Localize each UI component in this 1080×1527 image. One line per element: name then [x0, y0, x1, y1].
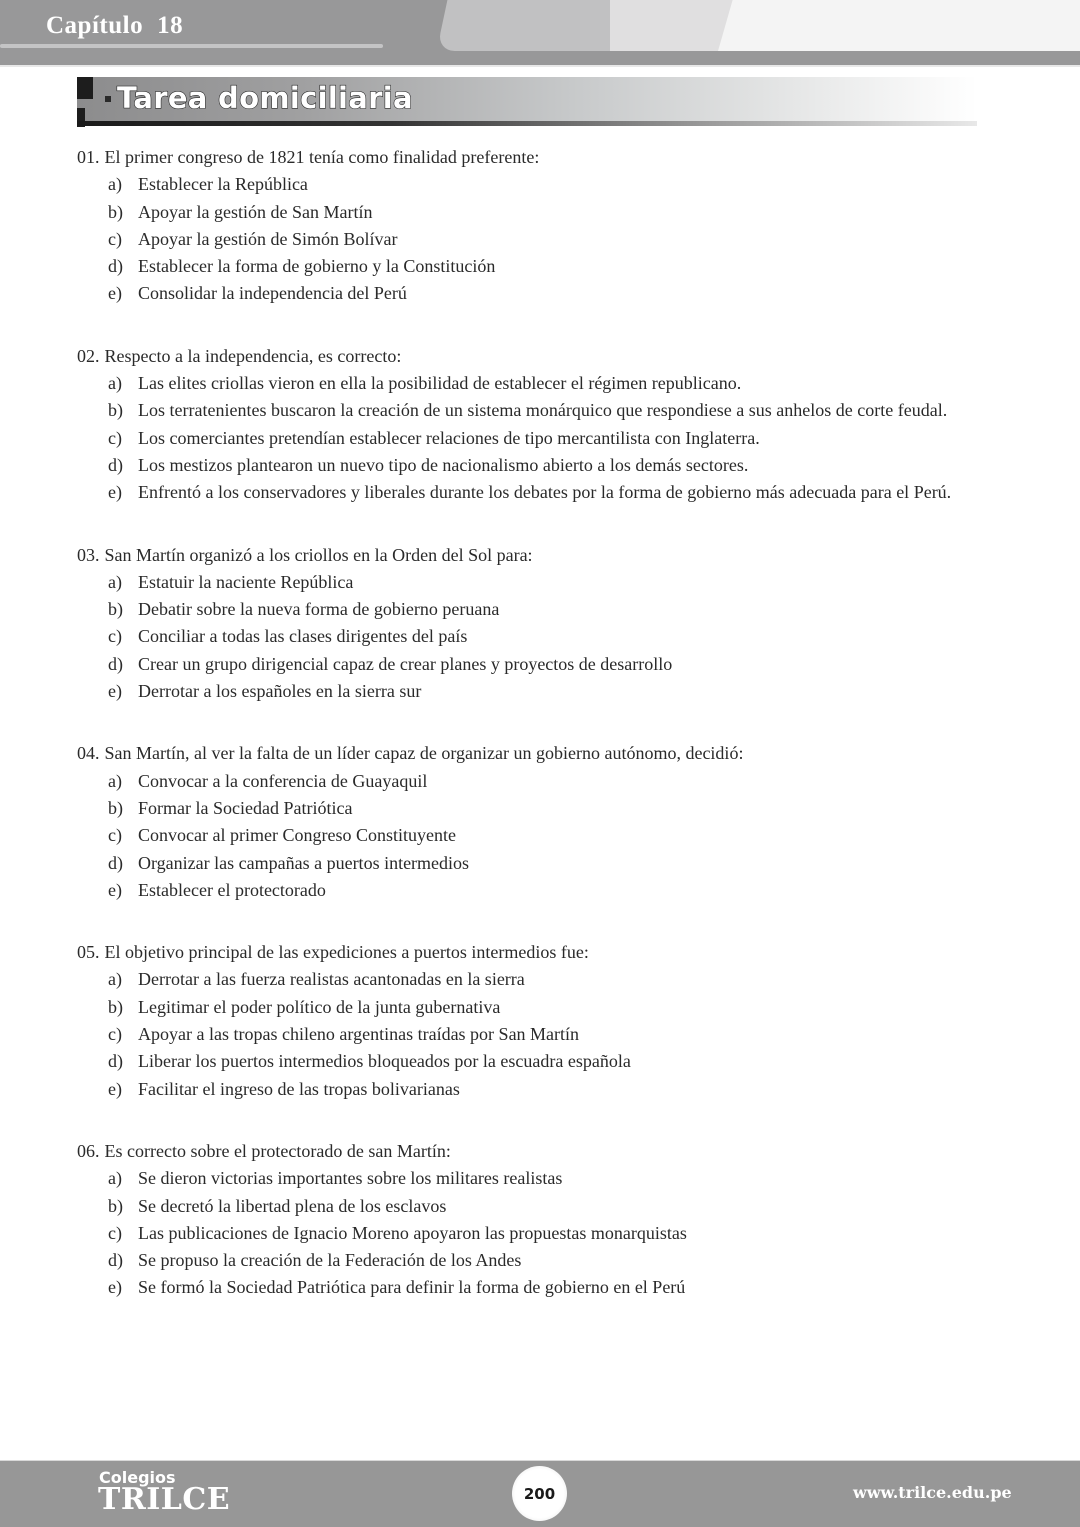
- option-text: Formar la Sociedad Patriótica: [138, 797, 353, 818]
- option-text: Consolidar la independencia del Perú: [138, 283, 407, 304]
- answer-option: [77, 850, 977, 877]
- option-text: Los terratenientes buscaron la creación de un sistema monárquico que respondiese a sus anhelos de corte feudal.: [138, 400, 948, 421]
- question-stem: [77, 1138, 977, 1165]
- option-text: Se propuso la creación de la Federación de los Andes: [138, 1250, 522, 1271]
- option-letter: d): [108, 653, 123, 674]
- answer-option: [77, 1220, 977, 1247]
- option-letter: c): [108, 427, 122, 448]
- question-item: [77, 542, 977, 706]
- option-letter: a): [108, 770, 122, 791]
- question-number: 06.: [77, 1140, 100, 1161]
- question-text: San Martín, al ver la falta de un líder capaz de organizar un gobierno autónomo, decidió:: [104, 743, 744, 764]
- option-letter: b): [108, 797, 123, 818]
- answer-option: [77, 280, 977, 307]
- answer-option: [77, 1247, 977, 1274]
- option-text: Organizar las campañas a puertos intermedios: [138, 852, 470, 873]
- question-text: San Martín organizó a los criollos en la Orden del Sol para:: [104, 544, 533, 565]
- option-text: Se formó la Sociedad Patriótica para definir la forma de gobierno en el Perú: [138, 1277, 686, 1298]
- option-text: Las elites criollas vieron en ella la posibilidad de establecer el régimen republicano.: [138, 373, 742, 394]
- header-decoration: [760, 0, 1080, 51]
- question-text: El primer congreso de 1821 tenía como finalidad preferente:: [104, 147, 540, 167]
- answer-option: [77, 768, 977, 795]
- option-letter: c): [108, 1024, 122, 1045]
- page-number: 200: [523, 1484, 556, 1503]
- option-letter: c): [108, 825, 122, 846]
- answer-option: [77, 1048, 977, 1075]
- option-text: Conciliar a todas las clases dirigentes del país: [138, 626, 468, 647]
- option-text: Convocar al primer Congreso Constituyente: [138, 825, 456, 846]
- footer-band: [0, 1460, 1080, 1527]
- option-list: [77, 171, 977, 307]
- bullet-icon: [105, 96, 111, 102]
- banner-accent-block: [77, 77, 93, 99]
- question-number: 02.: [77, 345, 100, 366]
- option-text: Crear un grupo dirigencial capaz de crear planes y proyectos de desarrollo: [138, 653, 673, 674]
- option-letter: a): [108, 174, 122, 195]
- option-text: Legitimar el poder político de la junta gubernativa: [138, 996, 501, 1017]
- brand-logo: TRILCE: [98, 1482, 231, 1517]
- option-text: Apoyar la gestión de San Martín: [138, 201, 373, 222]
- question-item: [77, 740, 977, 904]
- option-text: Derrotar a los españoles en la sierra sur: [138, 681, 422, 702]
- answer-option: [77, 678, 977, 705]
- option-text: Se dieron victorias importantes sobre los militares realistas: [138, 1168, 563, 1189]
- answer-option: [77, 877, 977, 904]
- answer-option: [77, 370, 977, 397]
- option-text: Apoyar a las tropas chileno argentinas traídas por San Martín: [138, 1024, 580, 1045]
- option-letter: c): [108, 626, 122, 647]
- question-stem: [77, 740, 977, 767]
- option-letter: b): [108, 1195, 123, 1216]
- header-decoration: [450, 0, 610, 51]
- header-divider: [0, 65, 1080, 67]
- option-letter: a): [108, 373, 122, 394]
- chapter-number: 18: [157, 12, 184, 39]
- answer-option: [77, 596, 977, 623]
- option-text: Debatir sobre la nueva forma de gobierno peruana: [138, 599, 500, 620]
- option-letter: e): [108, 1078, 122, 1099]
- option-letter: d): [108, 454, 123, 475]
- option-letter: b): [108, 599, 123, 620]
- question-stem: [77, 343, 977, 370]
- answer-option: [77, 822, 977, 849]
- section-title: Tarea domiciliaria: [117, 81, 413, 115]
- option-letter: e): [108, 482, 122, 503]
- chapter-heading: [46, 12, 183, 40]
- option-text: Apoyar la gestión de Simón Bolívar: [138, 228, 398, 249]
- option-list: [77, 569, 977, 705]
- answer-option: [77, 226, 977, 253]
- option-text: Estatuir la naciente República: [138, 571, 354, 592]
- option-text: Se decretó la libertad plena de los esclavos: [138, 1195, 447, 1216]
- question-stem: [77, 939, 977, 966]
- answer-option: [77, 397, 977, 424]
- question-number: 05.: [77, 942, 100, 963]
- question-number: 04.: [77, 743, 100, 764]
- question-text: El objetivo principal de las expediciones a puertos intermedios fue:: [104, 942, 589, 963]
- answer-option: [77, 253, 977, 280]
- answer-option: [77, 651, 977, 678]
- answer-option: [77, 452, 977, 479]
- option-letter: d): [108, 852, 123, 873]
- answer-option: [77, 171, 977, 198]
- question-number: 01.: [77, 147, 100, 167]
- question-number: 03.: [77, 544, 100, 565]
- option-letter: e): [108, 283, 122, 304]
- question-stem: [77, 144, 977, 171]
- option-list: [77, 768, 977, 904]
- question-text: Respecto a la independencia, es correcto:: [104, 345, 402, 366]
- option-letter: e): [108, 681, 122, 702]
- option-list: [77, 370, 977, 506]
- option-letter: d): [108, 256, 123, 277]
- footer-divider: [0, 1460, 1080, 1461]
- question-stem: [77, 542, 977, 569]
- option-letter: d): [108, 1051, 123, 1072]
- website-link[interactable]: www.trilce.edu.pe: [853, 1483, 1012, 1502]
- option-letter: a): [108, 1168, 122, 1189]
- question-item: [77, 939, 977, 1103]
- option-letter: b): [108, 400, 123, 421]
- option-list: [77, 1165, 977, 1301]
- option-letter: b): [108, 201, 123, 222]
- option-letter: b): [108, 996, 123, 1017]
- answer-option: [77, 795, 977, 822]
- question-item: [77, 343, 977, 507]
- answer-option: [77, 994, 977, 1021]
- option-text: Derrotar a las fuerza realistas acantonadas en la sierra: [138, 969, 525, 990]
- section-banner: [77, 77, 977, 121]
- answer-option: [77, 1076, 977, 1103]
- option-text: Establecer la forma de gobierno y la Constitución: [138, 256, 496, 277]
- chapter-label: Capítulo: [46, 12, 144, 39]
- answer-option: [77, 623, 977, 650]
- option-letter: c): [108, 228, 122, 249]
- option-letter: e): [108, 879, 122, 900]
- page-number-badge: [512, 1466, 567, 1521]
- option-letter: a): [108, 571, 122, 592]
- question-item: [77, 1138, 977, 1302]
- question-text: Es correcto sobre el protectorado de san Martín:: [104, 1140, 451, 1161]
- brand-label: Colegios: [99, 1468, 176, 1487]
- option-letter: e): [108, 1277, 122, 1298]
- answer-option: [77, 479, 977, 506]
- question-list: [77, 144, 977, 1337]
- answer-option: [77, 1021, 977, 1048]
- option-text: Los comerciantes pretendían establecer relaciones de tipo mercantilista con Inglaterra.: [138, 427, 760, 448]
- option-list: [77, 966, 977, 1102]
- option-text: Convocar a la conferencia de Guayaquil: [138, 770, 428, 791]
- banner-underline: [77, 121, 977, 126]
- answer-option: [77, 1274, 977, 1301]
- answer-option: [77, 1193, 977, 1220]
- answer-option: [77, 425, 977, 452]
- option-letter: a): [108, 969, 122, 990]
- answer-option: [77, 966, 977, 993]
- question-item: [77, 144, 977, 308]
- option-text: Los mestizos plantearon un nuevo tipo de nacionalismo abierto a los demás sectores.: [138, 454, 749, 475]
- option-letter: d): [108, 1250, 123, 1271]
- option-text: Establecer la República: [138, 174, 308, 195]
- option-text: Facilitar el ingreso de las tropas bolivarianas: [138, 1078, 460, 1099]
- option-text: Liberar los puertos intermedios bloqueados por la escuadra española: [138, 1051, 631, 1072]
- option-text: Establecer el protectorado: [138, 879, 326, 900]
- answer-option: [77, 569, 977, 596]
- chapter-underline: [0, 44, 383, 48]
- option-text: Las publicaciones de Ignacio Moreno apoyaron las propuestas monarquistas: [138, 1222, 687, 1243]
- answer-option: [77, 1165, 977, 1192]
- header-band: [0, 0, 1080, 67]
- answer-option: [77, 199, 977, 226]
- option-text: Enfrentó a los conservadores y liberales durante los debates por la forma de gobierno más adecuada para el Perú.: [138, 482, 952, 503]
- option-letter: c): [108, 1222, 122, 1243]
